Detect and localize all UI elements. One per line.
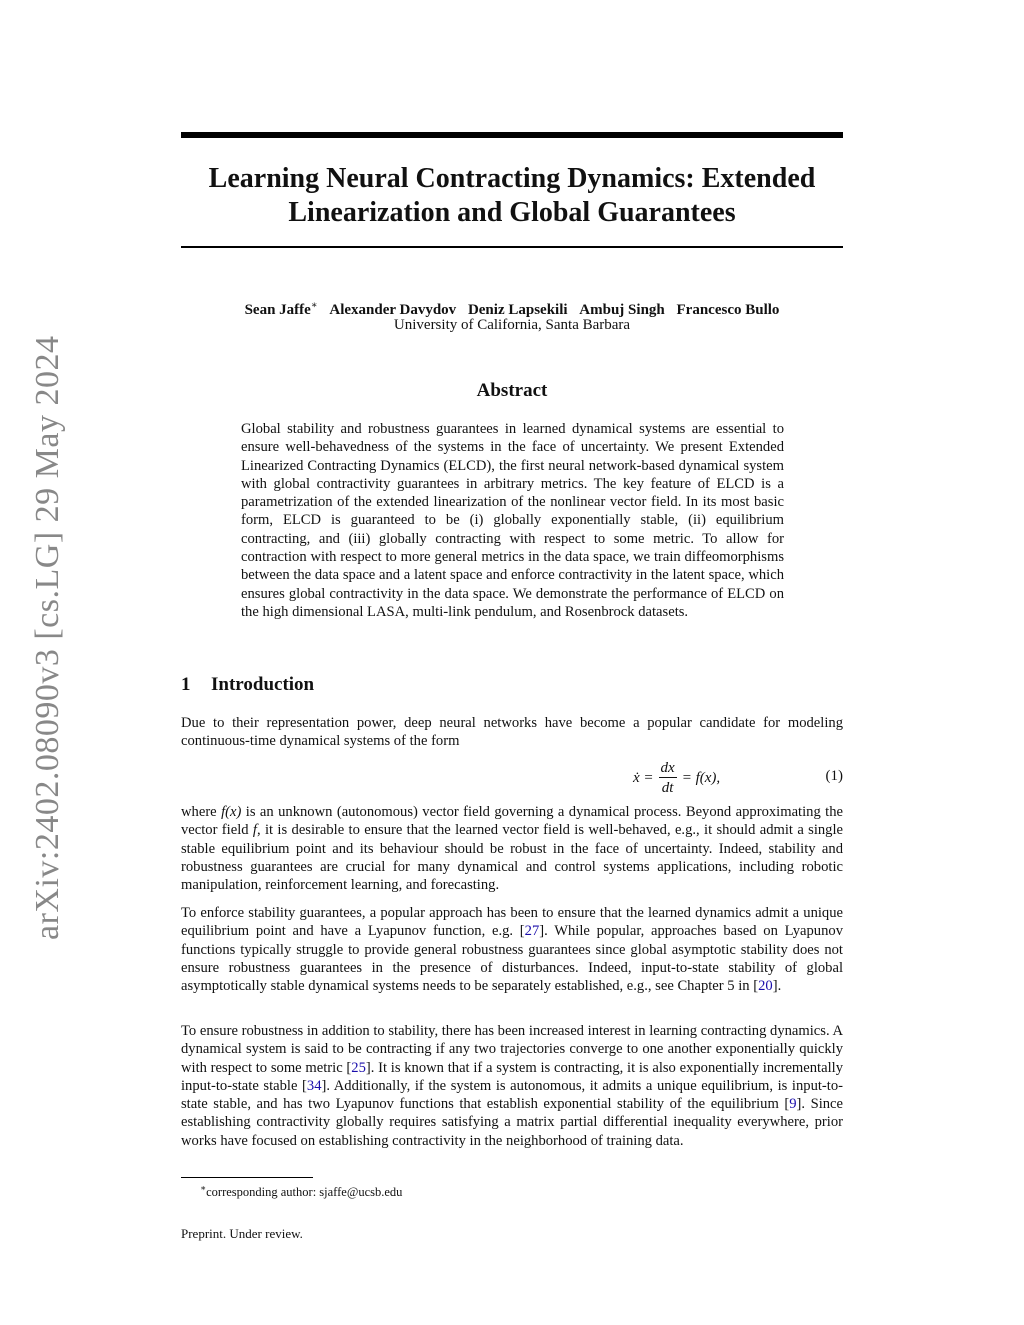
paper-title: Learning Neural Contracting Dynamics: Extended Linearization and Global Guarantees [208, 163, 816, 228]
fraction-numerator: dx [660, 759, 675, 776]
fraction-denominator: dt [661, 779, 674, 796]
equation-number: (1) [825, 768, 843, 784]
abstract-text: Global stability and robustness guarantees in learned dynamical systems are essential to ensure well-behavedness of the systems in the face of uncertainty. We present Extended Linearized Contracting Dynamics (ELCD), the first neural network-based dynamical system with global contractivity guarantees in arbitrary metrics. The key feature of ELCD is a parametrization of the extended linearization of the nonlinear vector field. In its most basic form, ELCD is guaranteed to be (i) globally exponentially stable, (ii) equilibrium contracting, and (iii) globally contracting with respect to some metric. To allow for contraction with respect to more general metrics in the data space, we train diffeomorphisms between the data space and a latent space and enforce contractivity in the latent space, which ensures global contractivity in the data space. We demonstrate the performance of ELCD on the high dimensional LASA, multi-link pendulum, and Rosenbrock datasets. [241, 421, 784, 620]
author-name: Francesco Bullo [676, 302, 780, 318]
citation-link[interactable]: 34 [306, 1077, 322, 1094]
citation-link[interactable]: 25 [351, 1059, 366, 1076]
section-title: Introduction [211, 674, 315, 695]
author-name: Alexander Davydov [329, 302, 457, 318]
title-top-rule [181, 132, 843, 138]
corresponding-marker: ∗ [310, 300, 318, 311]
math-inline: f(x) [221, 804, 242, 820]
title-bottom-rule [181, 246, 843, 248]
paragraph: To enforce stability guarantees, a popular approach has been to ensure that the learned dynamics admit a unique equilibrium point and have a Lyapunov function, e.g. [27]. While popular, approaches based on Lyapunov functions typically struggle to provide general robustness guarantees since global asymptotic stability does not ensure robustness guarantees in the presence of disturbances. Indeed, input-to-state stability of global asymptotically stable dynamical systems needs to be separately established, e.g., see Chapter 5 in [20]. [181, 905, 843, 995]
citation-link[interactable]: 20 [758, 978, 773, 995]
author-name: Deniz Lapsekili [467, 302, 568, 318]
affiliation: University of California, Santa Barbara [393, 317, 631, 333]
author-name: Sean Jaffe∗ [244, 300, 318, 318]
section-number: 1 [181, 674, 191, 695]
paragraph: Due to their representation power, deep neural networks have become a popular candidate for modeling continuous-time dynamical systems of the form [181, 715, 843, 750]
footnote: ∗corresponding author: sjaffe@ucsb.edu [200, 1183, 403, 1200]
paragraph: To ensure robustness in addition to stability, there has been increased interest in learning contracting dynamics. A dynamical system is said to be contracting if any two trajectories converge to one another exponentially quickly with respect to some metric [25]. It is known that if a system is contracting, it is also exponentially incrementally input-to-state stable [34]. Additionally, if the system is autonomous, it admits a unique equilibrium, is input-to-state stable, and has two Lyapunov functions that establish exponential stability of the equilibrium [9]. Since establishing contractivity globally requires satisfying a matrix partial differential inequality everywhere, prior works have focused on establishing contractivity in the neighborhood of training data. [181, 1023, 844, 1149]
equation-rhs: = f(x), [681, 769, 721, 786]
equation-fraction [659, 759, 677, 798]
math-inline: f [252, 822, 257, 839]
abstract-heading: Abstract [476, 380, 548, 401]
author-name: Ambuj Singh [579, 302, 665, 318]
paragraph: where f(x) is an unknown (autonomous) vector field governing a dynamical process. Beyond approximating the vector field f, it is desirable to ensure that the learned vector field is well-behaved, e.g., it should admit a single stable equilibrium point and its behaviour should be robust in the face of uncertainty. Indeed, stability and robustness guarantees are crucial for many dynamical and control systems applications, including robotic manipulation, reinforcement learning, and forecasting. [181, 804, 844, 894]
arxiv-identifier: arXiv:2402.08090v3 [cs.LG] 29 May 2024 [29, 335, 66, 940]
equation-lhs: ẋ = [633, 769, 654, 786]
citation-link[interactable]: 9 [789, 1096, 797, 1113]
citation-link[interactable]: 27 [524, 923, 540, 940]
footnote-marker: ∗ [200, 1183, 207, 1193]
footnote-rule [181, 1177, 313, 1178]
equation [181, 756, 843, 800]
preprint-note: Preprint. Under review. [181, 1226, 303, 1241]
section-heading [181, 673, 314, 697]
